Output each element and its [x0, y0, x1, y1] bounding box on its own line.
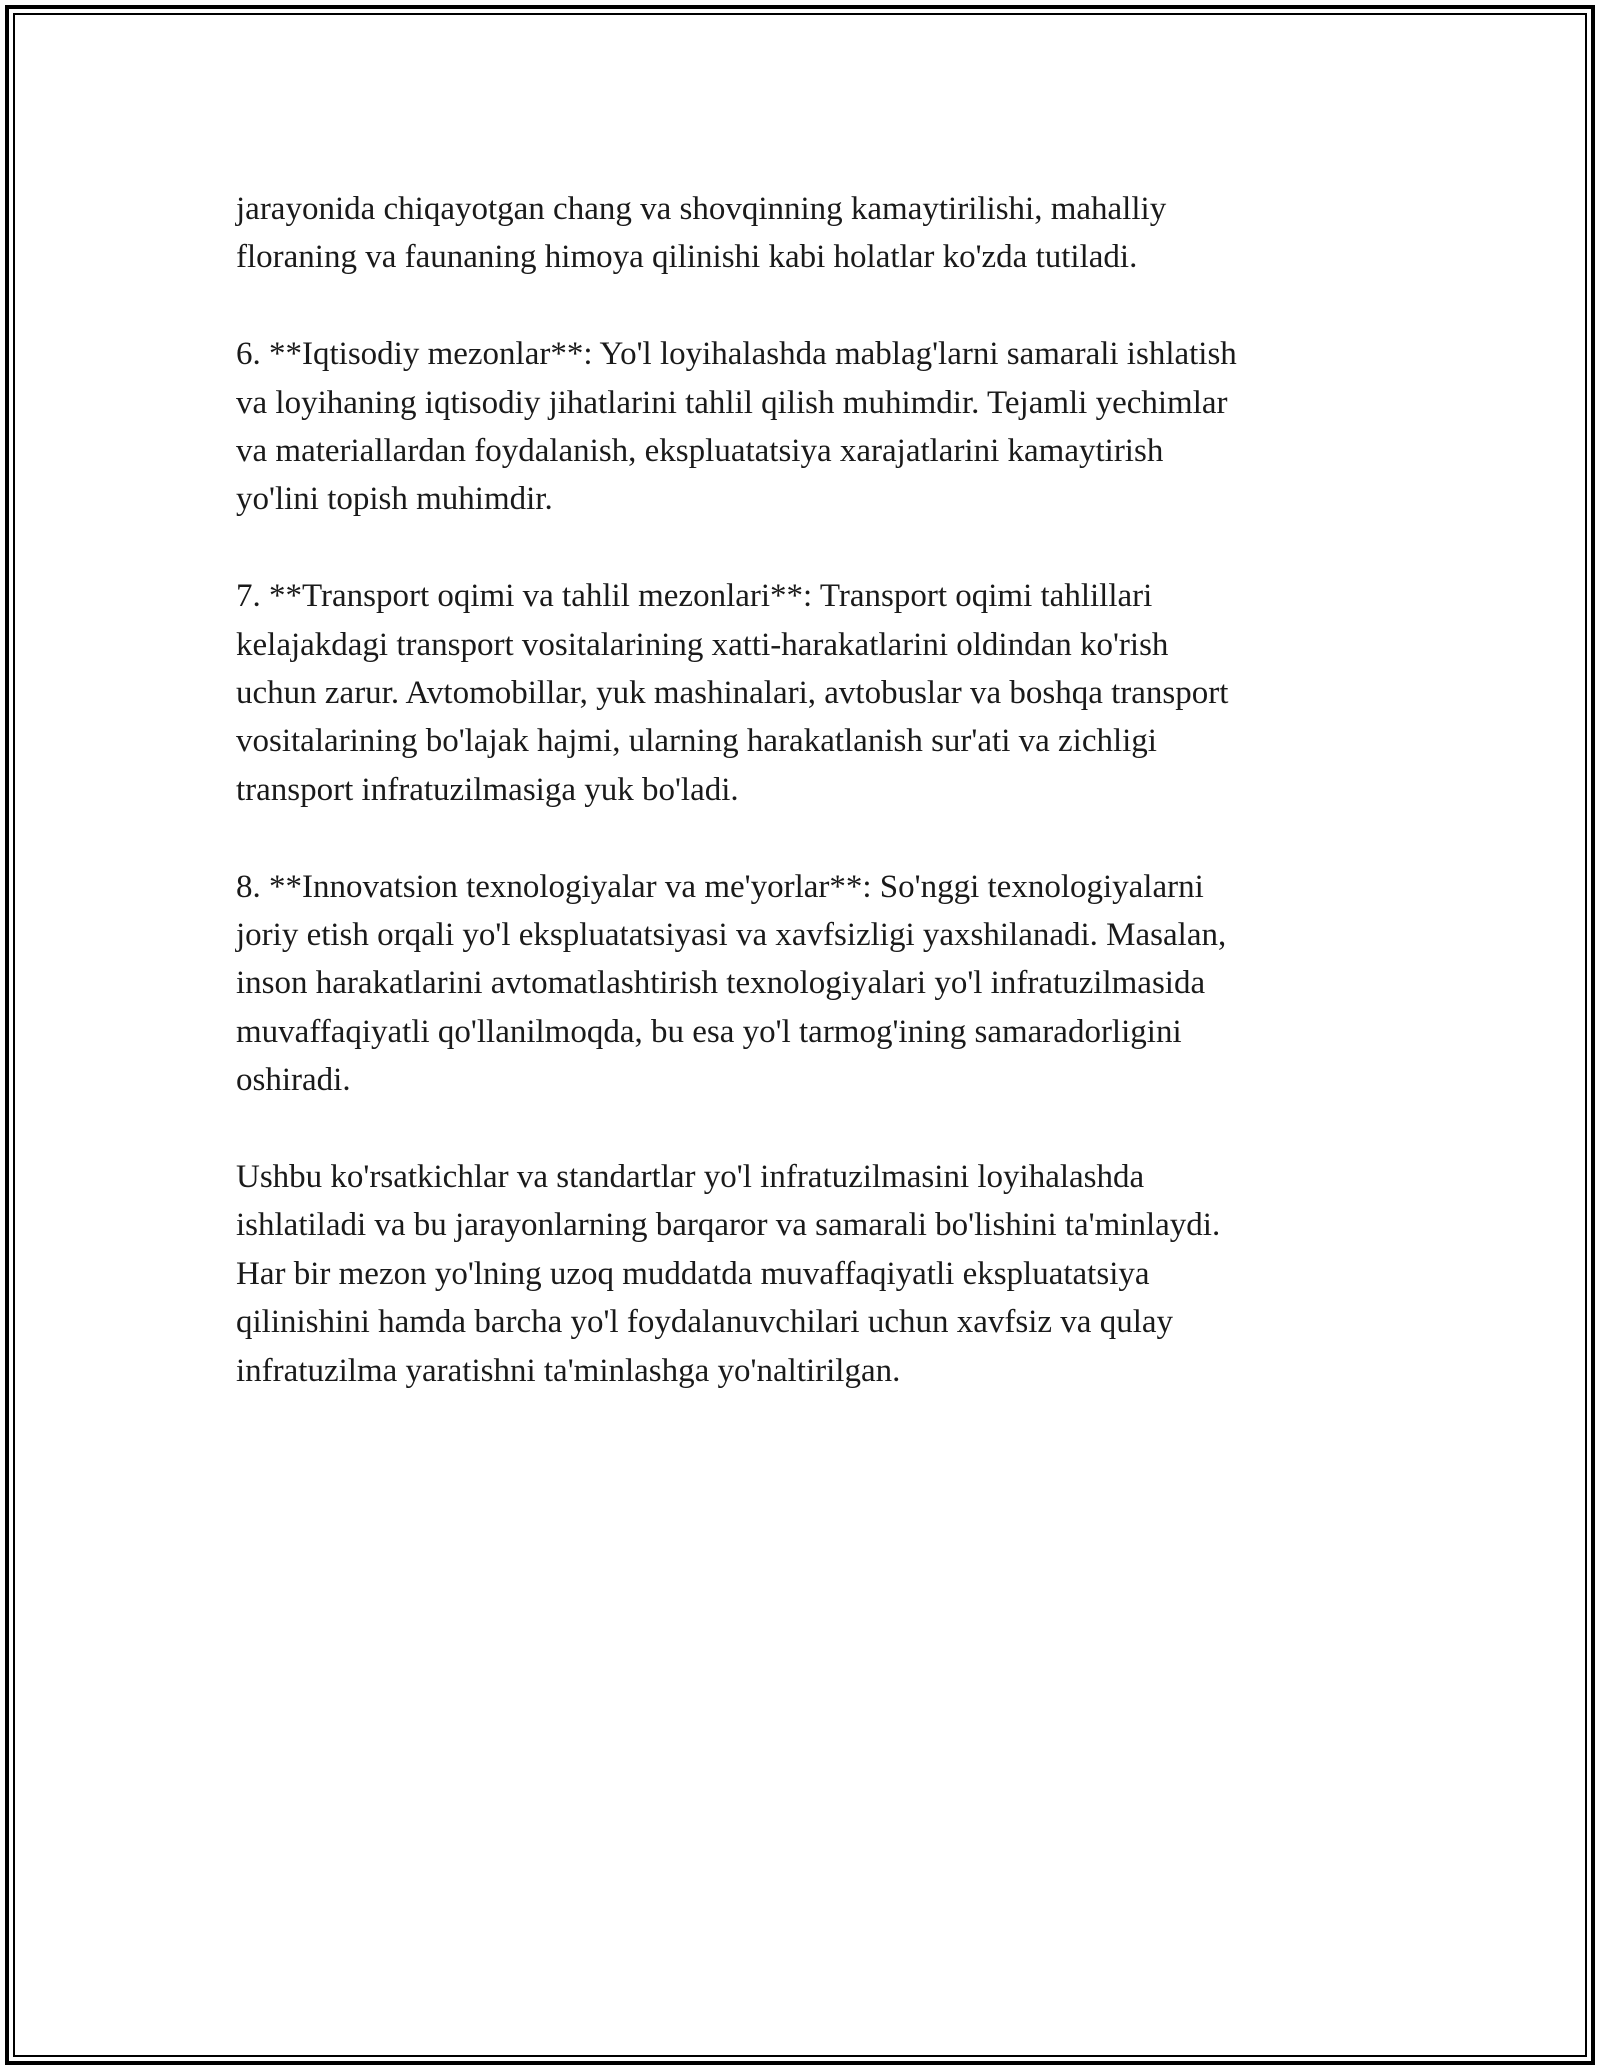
text-line: transport infratuzilmasiga yuk bo'ladi.: [236, 771, 739, 808]
text-line: jarayonida chiqayotgan chang va shovqinning kamaytirilishi, mahalliy: [236, 191, 1167, 227]
text-line: 6. **Iqtisodiy mezonlar**: Yo'l loyihalashda mablag'larni samarali ishlatish: [236, 336, 1237, 373]
text-line: va loyihaning iqtisodiy jihatlarini tahlil qilish muhimdir. Tejamli yechimlar: [236, 384, 1228, 421]
text-line: yo'lini topish muhimdir.: [236, 481, 553, 518]
text-line: inson harakatlarini avtomatlashtirish texnologiyalari yo'l infratuzilmasida: [236, 965, 1206, 1002]
text-line: Har bir mezon yo'lning uzoq muddatda muvaffaqiyatli ekspluatatsiya: [236, 1255, 1150, 1292]
text-line: 8. **Innovatsion texnologiyalar va me'yorlar**: So'nggi texnologiyalarni: [236, 868, 1204, 905]
paragraph-environment-continued: [236, 185, 1386, 282]
document-body: [236, 185, 1386, 1443]
text-line: muvaffaqiyatli qo'llanilmoqda, bu esa yo'l tarmog'ining samaradorligini: [236, 1013, 1182, 1050]
paragraph-conclusion: [236, 1153, 1386, 1395]
text-line: vositalarining bo'lajak hajmi, ularning harakatlanish sur'ati va zichligi: [236, 723, 1157, 760]
text-line: Ushbu ko'rsatkichlar va standartlar yo'l infratuzilmasini loyihalashda: [236, 1159, 1145, 1196]
text-line: kelajakdagi transport vositalarining xatti-harakatlarini oldindan ko'rish: [236, 626, 1169, 663]
text-line: oshiradi.: [236, 1062, 351, 1099]
text-line: joriy etish orqali yo'l ekspluatatsiyasi va xavfsizligi yaxshilanadi. Masalan,: [236, 917, 1227, 954]
text-line: floraning va faunaning himoya qilinishi kabi holatlar ko'zda tutiladi.: [236, 239, 1138, 276]
text-line: infratuzilma yaratishni ta'minlashga yo'naltirilgan.: [236, 1352, 901, 1389]
text-line: 7. **Transport oqimi va tahlil mezonlari**: Transport oqimi tahlillari: [236, 578, 1153, 615]
paragraph-transport-flow: [236, 572, 1386, 814]
paragraph-innovative-technologies: [236, 863, 1386, 1105]
paragraph-economic-criteria: [236, 330, 1386, 524]
text-line: ishlatiladi va bu jarayonlarning barqaror va samarali bo'lishini ta'minlaydi.: [236, 1207, 1221, 1244]
text-line: va materiallardan foydalanish, ekspluatatsiya xarajatlarini kamaytirish: [236, 433, 1164, 470]
text-line: qilinishini hamda barcha yo'l foydalanuvchilari uchun xavfsiz va qulay: [236, 1304, 1174, 1341]
text-line: uchun zarur. Avtomobillar, yuk mashinalari, avtobuslar va boshqa transport: [236, 675, 1229, 712]
